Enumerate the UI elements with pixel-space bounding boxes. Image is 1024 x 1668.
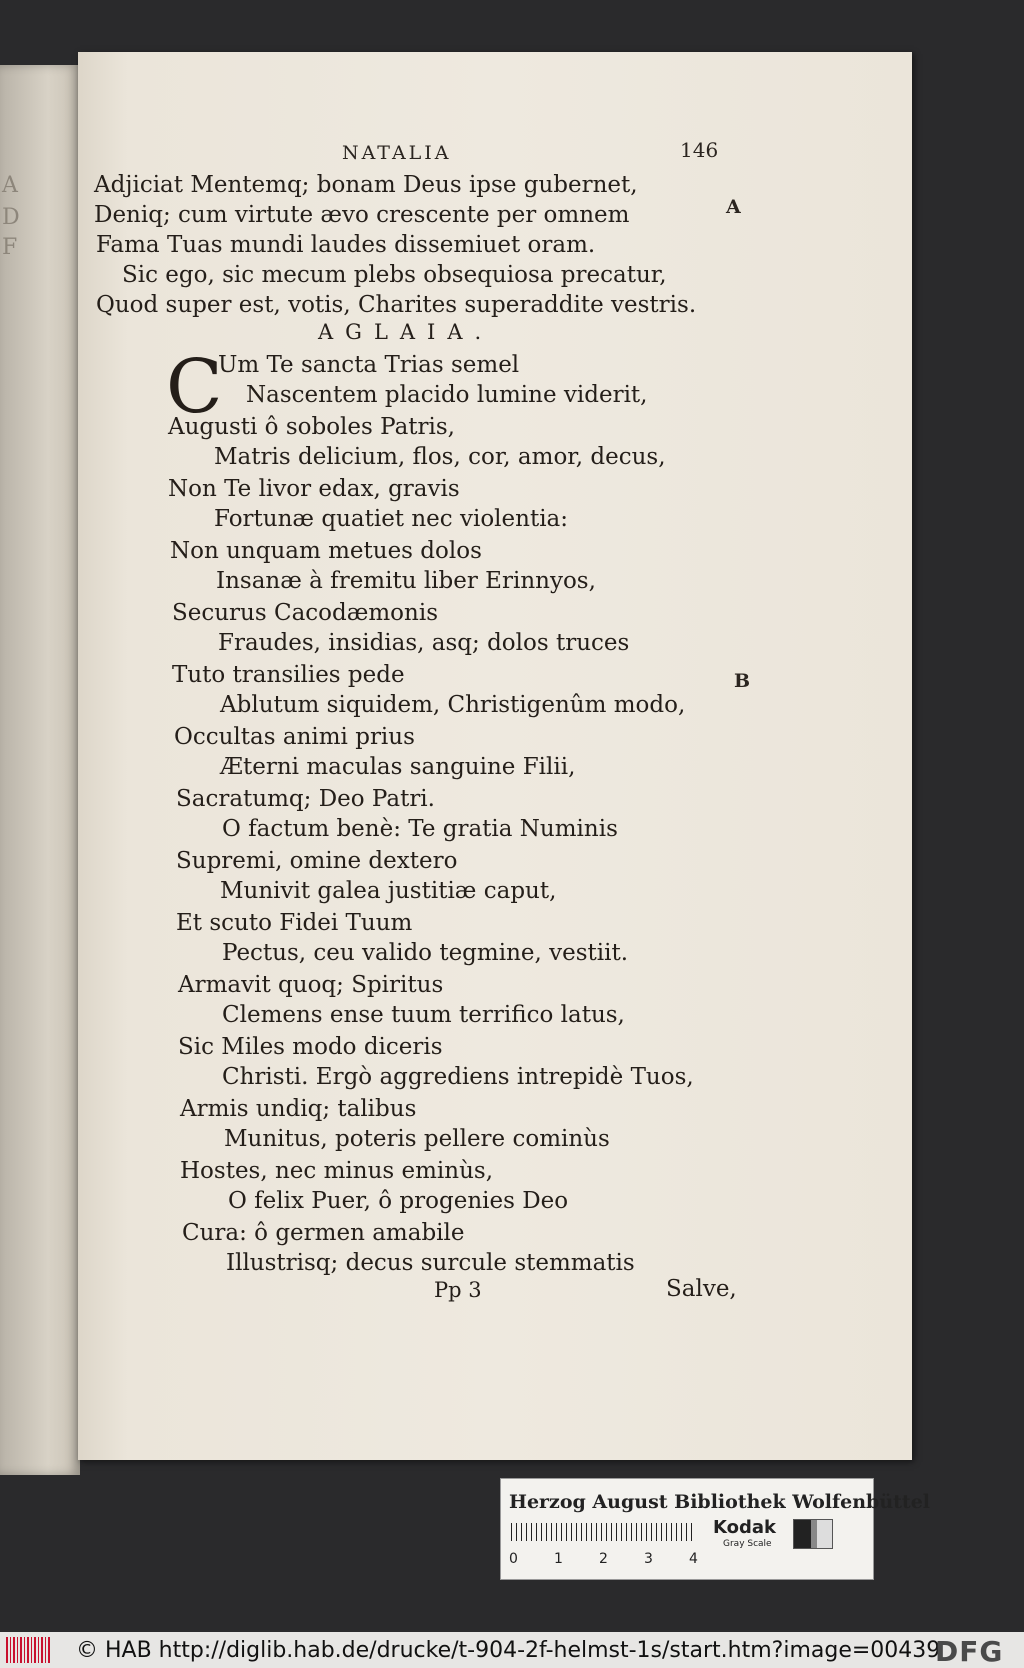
poem-line: Hostes, nec minus eminùs, [180,1158,494,1184]
poem-line: Occultas animi prius [174,724,415,750]
ghost-letter: A [2,173,18,198]
signature-mark: Pp 3 [434,1278,482,1302]
poem-line: Pectus, ceu valido tegmine, vestiit. [222,940,629,966]
scale-card [500,1478,930,1580]
ghost-letter: D [2,205,20,230]
ruler-number: 1 [554,1551,563,1567]
poem-line: Munivit galea justitiæ caput, [220,878,557,904]
ruler-number: 3 [644,1551,653,1567]
poem-line: Clemens ense tuum terrifico latus, [222,1002,625,1028]
ruler [511,1523,695,1541]
poem-line: Augusti ô soboles Patris, [168,414,455,440]
source-url[interactable]: © HAB http://diglib.hab.de/drucke/t-904-2f-helmst-1s/start.htm?image=00439 [76,1638,941,1663]
footer-bar [0,1632,1024,1668]
poem-line: Illustrisq; decus surcule stemmatis [226,1250,635,1276]
poem-line: Supremi, omine dextero [176,848,458,874]
text-line: Adjiciat Mentemq; bonam Deus ipse gubernet, [94,172,638,198]
section-heading: AGLAIA. [318,320,494,344]
poem-line: Æterni maculas sanguine Filii, [220,754,576,780]
folio-number: 146 [680,138,719,162]
text-line: Deniq; cum virtute ævo crescente per omnem [94,202,630,228]
ruler-number: 4 [689,1551,698,1567]
poem-line: Non unquam metues dolos [170,538,482,564]
poem-line: Insanæ à fremitu liber Erinnyos, [216,568,596,594]
poem-line: Sacratumq; Deo Patri. [176,786,435,812]
poem-line: Cura: ô germen amabile [182,1220,465,1246]
margin-marker-a: A [726,196,741,218]
poem-line: Nascentem placido lumine viderit, [246,382,648,408]
catchword: Salve, [666,1276,737,1302]
ruler-number: 2 [599,1551,608,1567]
poem-line: Et scuto Fidei Tuum [176,910,413,936]
poem-line: Fraudes, insidias, asq; dolos truces [218,630,630,656]
poem-line: Tuto transilies pede [172,662,405,688]
dfg-logo: DFG [935,1635,1004,1668]
poem-line: Ablutum siquidem, Christigenûm modo, [220,692,686,718]
poem-line: Um Te sancta Trias semel [218,352,520,378]
brand-label: Kodak [713,1517,776,1538]
poem-line: Securus Cacodæmonis [172,600,438,626]
poem-line: Munitus, poteris pellere cominùs [224,1126,610,1152]
poem-line: Armavit quoq; Spiritus [178,972,444,998]
gray-patch [793,1519,833,1549]
drop-cap: C [166,344,223,430]
poem-line: Sic Miles modo diceris [178,1034,443,1060]
poem-line: Non Te livor edax, gravis [168,476,460,502]
ruler-number: 0 [509,1551,518,1567]
barcode-icon [6,1637,50,1663]
library-name: Herzog August Bibliothek Wolfenbüttel [509,1491,930,1513]
poem-line: Armis undiq; talibus [180,1096,417,1122]
poem-line: Matris delicium, flos, cor, amor, decus, [214,444,666,470]
ghost-letter: F [2,235,18,260]
poem-line: O felix Puer, ô progenies Deo [228,1188,569,1214]
poem-line: Fortunæ quatiet nec violentia: [214,506,569,532]
poem-line: O factum benè: Te gratia Numinis [222,816,618,842]
text-line: Quod super est, votis, Charites superaddite vestris. [96,292,697,318]
brand-sublabel: Gray Scale [723,1539,772,1549]
margin-marker-b: B [734,670,751,692]
poem-line: Christi. Ergò aggrediens intrepidè Tuos, [222,1064,694,1090]
text-line: Fama Tuas mundi laudes dissemiuet oram. [96,232,596,258]
running-head: NATALIA [342,142,452,164]
text-line: Sic ego, sic mecum plebs obsequiosa precatur, [122,262,667,288]
left-page-edge [0,65,80,1475]
